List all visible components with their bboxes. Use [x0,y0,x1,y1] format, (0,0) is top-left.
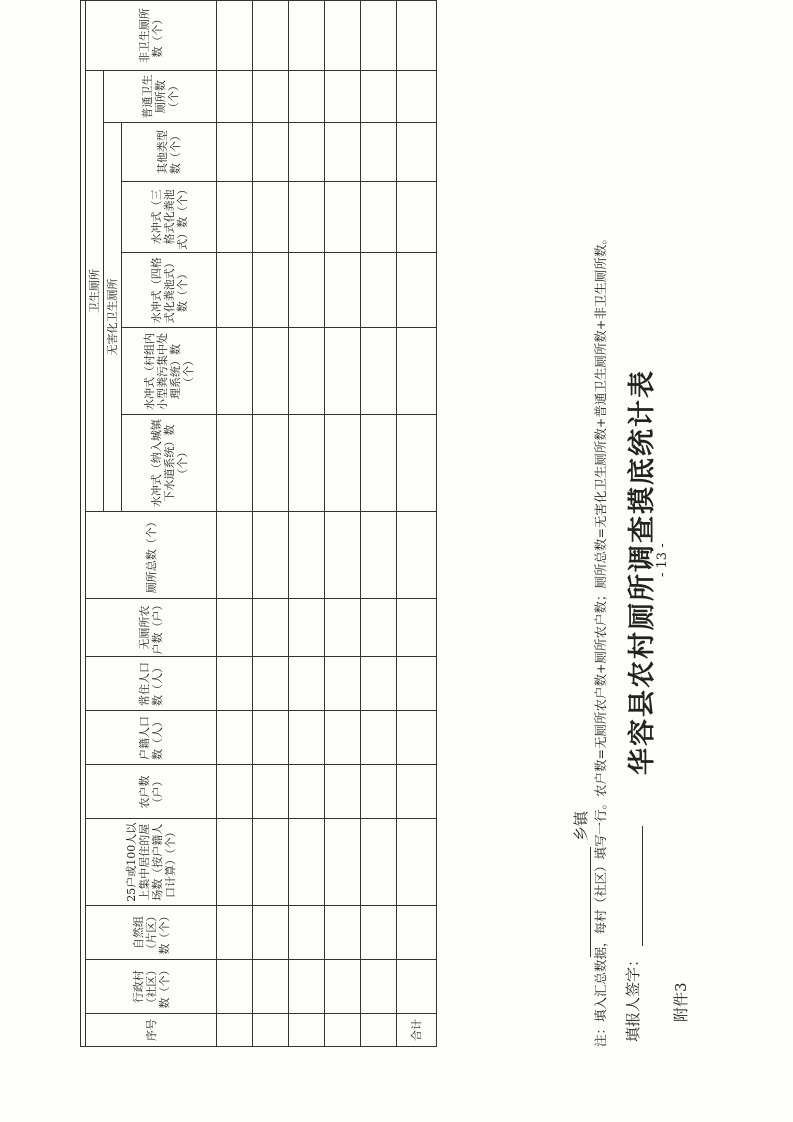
table-cell[interactable] [289,960,325,1014]
table-cell[interactable] [253,598,289,657]
table-cell[interactable] [289,71,325,123]
header-settlement: 25户或100人以上集中居住的屋场数（按户籍人口计算）（个） [86,819,217,906]
header-no-toilet-households: 无厕所农户数（户） [86,598,217,657]
table-cell[interactable] [325,328,361,415]
header-resident-pop: 常住人口数（人） [86,657,217,711]
table-cell[interactable] [253,657,289,711]
table-cell[interactable] [325,1014,361,1047]
table-cell[interactable] [217,657,253,711]
table-cell[interactable] [325,181,361,252]
table-cell[interactable] [253,415,289,511]
table-cell[interactable] [361,960,397,1014]
table-cell[interactable] [397,960,437,1014]
header-other-type: 其他类型数（个） [122,123,217,182]
table-cell[interactable] [217,598,253,657]
table-cell[interactable] [397,657,437,711]
table-cell[interactable] [361,657,397,711]
table-cell[interactable] [253,328,289,415]
table-cell[interactable] [361,511,397,598]
header-village: 行政村（社区）数（个） [86,960,217,1014]
table-cell[interactable] [217,181,253,252]
table-cell[interactable] [253,252,289,328]
signer-blank-line[interactable] [624,826,643,946]
table-cell[interactable] [217,1014,253,1047]
table-cell[interactable] [289,328,325,415]
table-cell[interactable] [361,819,397,906]
table-cell[interactable] [397,181,437,252]
table-cell[interactable] [397,711,437,765]
table-cell[interactable] [253,711,289,765]
table-cell[interactable] [361,328,397,415]
table-cell[interactable] [217,123,253,182]
table-cell[interactable] [217,511,253,598]
table-cell[interactable] [361,181,397,252]
table-cell[interactable] [289,819,325,906]
table-cell[interactable] [289,906,325,960]
attachment-label: 附件3 [672,982,690,1022]
table-cell[interactable] [361,123,397,182]
table-cell[interactable] [397,328,437,415]
table-cell[interactable] [253,765,289,819]
table-row [253,1,289,1047]
table-row [289,1,325,1047]
table-cell[interactable] [253,71,289,123]
table-row [361,1,397,1047]
table-cell[interactable] [325,657,361,711]
table-cell[interactable] [361,415,397,511]
table-cell[interactable] [397,906,437,960]
table-cell[interactable] [397,819,437,906]
table-cell[interactable] [289,765,325,819]
header-registered-pop: 户籍人口数（人） [86,711,217,765]
town-field [570,811,591,957]
table-cell[interactable] [397,123,437,182]
table-cell[interactable] [253,819,289,906]
table-cell[interactable] [361,598,397,657]
table-cell[interactable] [289,1,325,71]
table-cell[interactable] [397,511,437,598]
table-cell[interactable] [325,906,361,960]
table-cell[interactable] [325,960,361,1014]
table-cell[interactable] [325,765,361,819]
table-cell[interactable] [253,1,289,71]
table-cell[interactable] [397,1,437,71]
table-cell[interactable] [253,960,289,1014]
header-group-sanitary: 卫生厕所 [86,71,104,512]
header-serial: 序号 [86,1014,217,1047]
table-cell[interactable] [325,123,361,182]
table-cell[interactable] [289,123,325,182]
header-flush-three-tank: 水冲式（三格式化粪池式）数（个） [122,181,217,252]
table-cell[interactable] [289,415,325,511]
header-natural-village: 自然组（片区）数（个） [86,906,217,960]
table-cell[interactable] [325,711,361,765]
table-cell[interactable] [361,906,397,960]
header-flush-four-tank: 水冲式（四格式化粪池式）数（个） [122,252,217,328]
table-cell[interactable] [325,819,361,906]
table-cell[interactable] [397,765,437,819]
table-cell[interactable] [325,1,361,71]
header-ordinary-sanitary: 普通卫生厕所数（个） [104,71,217,123]
table-cell[interactable] [253,1014,289,1047]
page-title: 华容县农村厕所调查摸底统计表 [627,369,658,775]
survey-table [80,0,437,1047]
table-cell[interactable] [325,415,361,511]
table-cell[interactable] [289,598,325,657]
total-label: 合计 [397,1014,437,1047]
header-flush-small-system: 水冲式（村组内小型粪污集中处理系统）数（个） [122,328,217,415]
town-label: 乡镇 [572,810,590,841]
table-cell[interactable] [361,71,397,123]
table-cell[interactable] [289,657,325,711]
table-cell[interactable] [217,252,253,328]
table-cell[interactable] [253,181,289,252]
table-cell[interactable] [361,711,397,765]
table-row [217,1,253,1047]
table-cell[interactable] [289,252,325,328]
footnote: 注：填入汇总数据，每村（社区）填写一行。农户数=无厕所农户数+厕所农户数；厕所总数=无害化卫生厕所数+普通卫生厕所数+非卫生厕所数。 [593,232,608,1047]
signer-label: 填报人签字： [624,951,642,1042]
table-cell[interactable] [217,71,253,123]
table-cell[interactable] [397,598,437,657]
table-cell[interactable] [253,906,289,960]
table-cell[interactable] [289,1014,325,1047]
header-flush-sewer: 水冲式（纳入城镇下水道系统）数（个） [122,415,217,511]
header-total-toilets: 厕所总数（个） [86,511,217,598]
page-number: - 13 - [655,543,670,577]
table-cell[interactable] [325,252,361,328]
table-cell[interactable] [217,711,253,765]
header-row-1 [86,1,104,1047]
table-cell[interactable] [217,960,253,1014]
table-cell[interactable] [289,511,325,598]
table-cell[interactable] [289,181,325,252]
table-cell[interactable] [325,511,361,598]
table-cell[interactable] [397,71,437,123]
table-body [217,1,397,1047]
table-cell[interactable] [217,328,253,415]
table-cell[interactable] [325,71,361,123]
table-cell[interactable] [361,1014,397,1047]
table-row [325,1,361,1047]
table-cell[interactable] [217,1,253,71]
table-cell[interactable] [325,598,361,657]
table-cell[interactable] [253,123,289,182]
table-cell[interactable] [217,765,253,819]
table-cell[interactable] [361,252,397,328]
table-cell[interactable] [361,1,397,71]
town-blank-line[interactable] [572,847,591,957]
table-cell[interactable] [397,415,437,511]
table-cell[interactable] [217,819,253,906]
table-cell[interactable] [289,711,325,765]
table-cell[interactable] [397,252,437,328]
total-row [397,1,437,1047]
table-cell[interactable] [217,906,253,960]
table-cell[interactable] [217,415,253,511]
header-group-harmless: 无害化卫生厕所 [104,123,122,512]
table-cell[interactable] [361,765,397,819]
header-farm-households: 农户数（户） [86,765,217,819]
table-cell[interactable] [253,511,289,598]
signer-field [622,826,643,1042]
header-non-sanitary: 非卫生厕所数（个） [86,1,217,71]
